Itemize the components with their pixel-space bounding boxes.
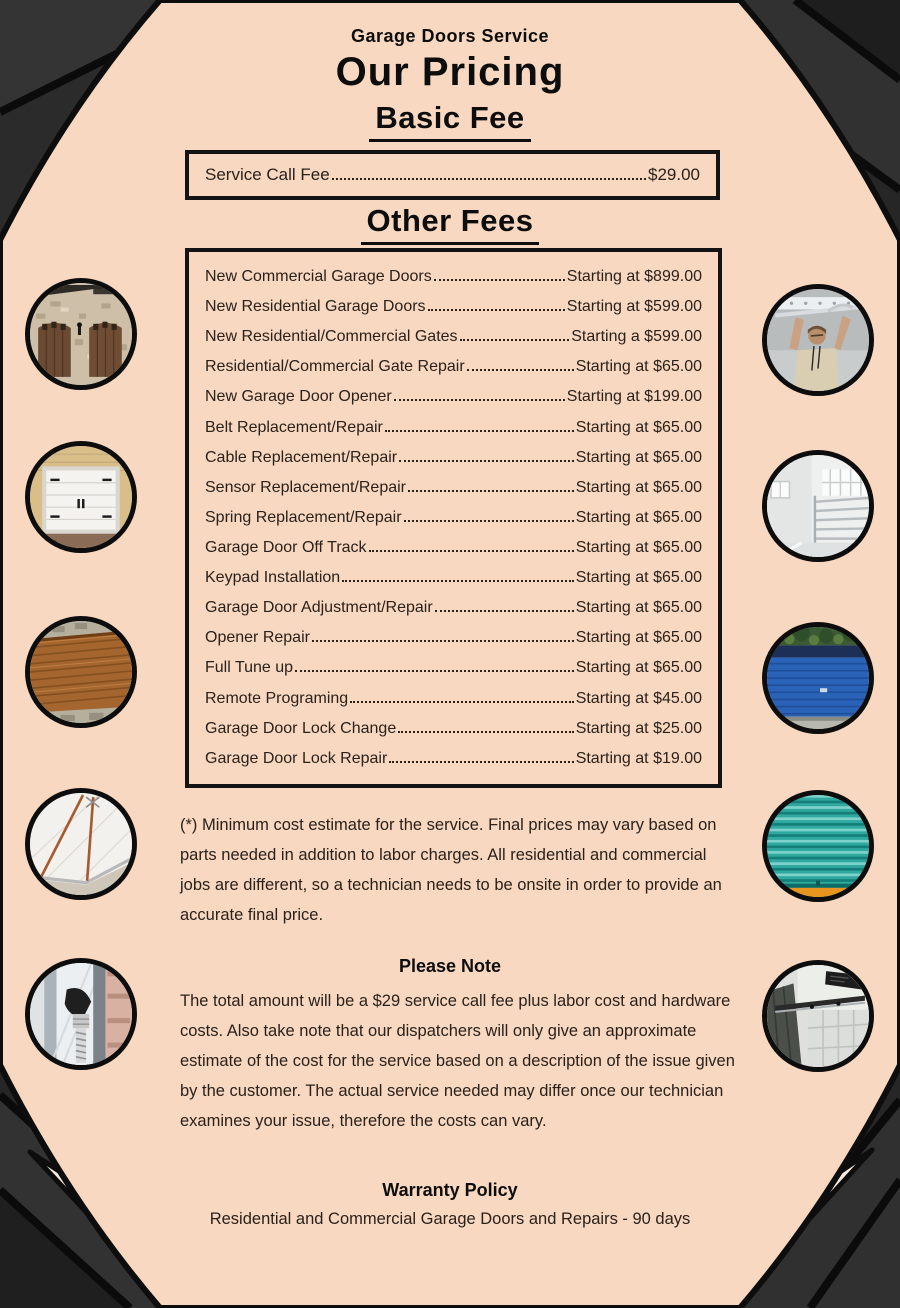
- fee-label: Keypad Installation: [205, 569, 341, 587]
- fee-price: Starting at $65.00: [575, 448, 702, 466]
- teal-roller-shutter-photo: [762, 790, 874, 902]
- blue-roller-door-foliage-photo: [762, 622, 874, 734]
- fee-label: Opener Repair: [205, 629, 310, 647]
- fee-row: [205, 358, 702, 376]
- fee-label: Full Tune up: [205, 659, 294, 677]
- fee-label: New Residential/Commercial Gates: [205, 328, 458, 346]
- fee-row: [205, 328, 702, 346]
- page-title: Our Pricing: [335, 50, 565, 94]
- fee-row: [205, 509, 702, 527]
- fee-price: Starting at $599.00: [566, 298, 702, 316]
- technician-installing-ceiling-track-photo: [762, 284, 874, 396]
- fee-row: [205, 419, 702, 437]
- fee-price: Starting a $599.00: [571, 328, 702, 346]
- fee-price: Starting at $65.00: [575, 508, 702, 526]
- fee-price: Starting at $25.00: [575, 719, 702, 737]
- dotted-leader: [434, 279, 565, 281]
- basic-fee-heading: Basic Fee: [0, 100, 900, 142]
- other-fees-box: [185, 248, 722, 788]
- fee-label: New Garage Door Opener: [205, 388, 392, 406]
- fee-row: [205, 479, 702, 497]
- dotted-leader: [369, 550, 574, 552]
- fee-price: Starting at $899.00: [566, 268, 702, 286]
- fee-row: [205, 569, 702, 587]
- white-garage-door-tan-siding-photo: [25, 441, 137, 553]
- dotted-leader: [394, 399, 565, 401]
- wood-sectional-garage-door-photo: [25, 616, 137, 728]
- fee-row: [205, 599, 702, 617]
- fee-price: Starting at $19.00: [575, 749, 702, 767]
- fee-label: New Residential Garage Doors: [205, 298, 426, 316]
- dotted-leader: [350, 701, 574, 703]
- fee-label: Remote Programing: [205, 689, 349, 707]
- stone-house-brown-carriage-doors-photo: [25, 278, 137, 390]
- fee-label: Cable Replacement/Repair: [205, 448, 398, 466]
- fee-label: Garage Door Lock Change: [205, 719, 397, 737]
- fee-row: [205, 268, 702, 286]
- dotted-leader: [460, 339, 570, 341]
- dotted-leader: [389, 761, 573, 763]
- basic-fee-label: Service Call Fee: [205, 165, 330, 184]
- dotted-leader: [385, 430, 574, 432]
- dotted-leader: [295, 670, 574, 672]
- dotted-leader: [312, 640, 574, 642]
- fee-row: [205, 629, 702, 647]
- fee-row: [205, 539, 702, 557]
- warranty-text: Residential and Commercial Garage Doors and Repairs - 90 days: [209, 1210, 691, 1228]
- warranty-heading: Warranty Policy: [382, 1180, 518, 1200]
- fee-price: Starting at $65.00: [575, 418, 702, 436]
- footnote-text: (*) Minimum cost estimate for the service. Final prices may vary based on parts needed in addition to labor charges. All residential and commercial jobs are different, so a technician needs to be onsite in order to provide an accurate final price.: [180, 816, 722, 924]
- dotted-leader: [398, 731, 573, 733]
- basic-fee-row: [205, 165, 700, 185]
- brand-eyebrow: Garage Doors Service: [350, 26, 550, 46]
- fee-price: Starting at $65.00: [575, 539, 702, 557]
- fee-row: [205, 449, 702, 467]
- fee-label: Garage Door Lock Repair: [205, 749, 388, 767]
- fee-label: Sensor Replacement/Repair: [205, 478, 406, 496]
- please-note-text: The total amount will be a $29 service call fee plus labor cost and hardware costs. Also take note that our dispatchers will only give an approximate estimate of the cost for the service based on a description of the issue given by the customer. The actual service needed may differ once our technician examines your issue, therefore the costs can vary.: [180, 992, 735, 1130]
- fee-price: Starting at $65.00: [575, 599, 702, 617]
- basic-fee-price: $29.00: [648, 165, 700, 184]
- dotted-leader: [467, 369, 574, 371]
- tilted-white-door-interior-photo: [25, 788, 137, 900]
- garage-opener-rail-interior-photo: [762, 960, 874, 1072]
- opener-spring-in-window-photo: [25, 958, 137, 1070]
- dotted-leader: [332, 178, 646, 180]
- dotted-leader: [399, 460, 574, 462]
- fee-row: [205, 298, 702, 316]
- fee-price: Starting at $65.00: [575, 478, 702, 496]
- fee-price: Starting at $45.00: [575, 689, 702, 707]
- fee-row: [205, 750, 702, 768]
- fee-label: Garage Door Off Track: [205, 539, 367, 557]
- fee-price: Starting at $65.00: [575, 629, 702, 647]
- please-note-heading: Please Note: [398, 956, 502, 976]
- dotted-leader: [404, 520, 574, 522]
- dotted-leader: [342, 580, 573, 582]
- bright-garage-interior-rails-photo: [762, 450, 874, 562]
- fee-row: [205, 720, 702, 738]
- fee-label: Belt Replacement/Repair: [205, 418, 383, 436]
- fee-row: [205, 659, 702, 677]
- fee-price: Starting at $199.00: [566, 388, 702, 406]
- dotted-leader: [435, 610, 574, 612]
- fee-row: [205, 388, 702, 406]
- fee-label: New Commercial Garage Doors: [205, 268, 432, 286]
- other-fees-heading: Other Fees: [0, 203, 900, 245]
- fee-price: Starting at $65.00: [575, 358, 702, 376]
- dotted-leader: [408, 490, 574, 492]
- dotted-leader: [428, 309, 565, 311]
- basic-fee-box: [185, 150, 720, 200]
- fee-price: Starting at $65.00: [575, 569, 702, 587]
- fee-label: Spring Replacement/Repair: [205, 508, 402, 526]
- fee-row: [205, 690, 702, 708]
- fee-label: Garage Door Adjustment/Repair: [205, 599, 433, 617]
- fee-label: Residential/Commercial Gate Repair: [205, 358, 465, 376]
- fee-price: Starting at $65.00: [575, 659, 702, 677]
